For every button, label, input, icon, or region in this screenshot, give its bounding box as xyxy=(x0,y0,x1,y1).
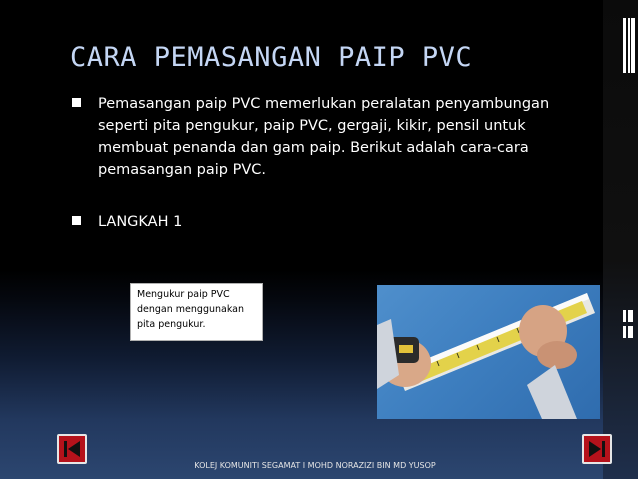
decorative-bar-group-middle xyxy=(623,310,633,340)
decorative-bar xyxy=(623,310,626,322)
slide-title: CARA PEMASANGAN PAIP PVC xyxy=(70,42,473,73)
decorative-bar xyxy=(631,18,635,73)
bullet-item xyxy=(72,93,592,181)
measuring-pipe-photo xyxy=(377,285,600,419)
decorative-bar xyxy=(623,326,626,338)
bullet-item xyxy=(72,211,592,233)
image-caption: Mengukur paip PVC dengan menggunakan pita pengukur. xyxy=(130,283,263,341)
first-slide-button[interactable] xyxy=(57,434,87,464)
decorative-side-strip xyxy=(603,0,638,479)
decorative-bar-group-top xyxy=(623,18,633,73)
last-slide-icon xyxy=(584,436,610,462)
decorative-bar xyxy=(628,18,630,73)
decorative-bar xyxy=(623,18,626,73)
square-bullet-icon xyxy=(72,216,81,225)
bullet-text: Pemasangan paip PVC memerlukan peralatan penyambungan seperti pita pengukur, paip PVC, gergaji, kikir, pensil untuk membuat penanda dan gam paip. Berikut adalah cara-cara pemasangan paip PVC. xyxy=(98,96,550,178)
first-slide-icon xyxy=(59,436,85,462)
decorative-bar xyxy=(628,326,633,338)
bullet-text: LANGKAH 1 xyxy=(98,214,183,230)
decorative-bar xyxy=(628,310,633,322)
last-slide-button[interactable] xyxy=(582,434,612,464)
slide-footer: KOLEJ KOMUNITI SEGAMAT I MOHD NORAZIZI BIN MD YUSOP xyxy=(194,461,436,470)
measuring-pipe-illustration xyxy=(377,285,600,419)
square-bullet-icon xyxy=(72,98,81,107)
